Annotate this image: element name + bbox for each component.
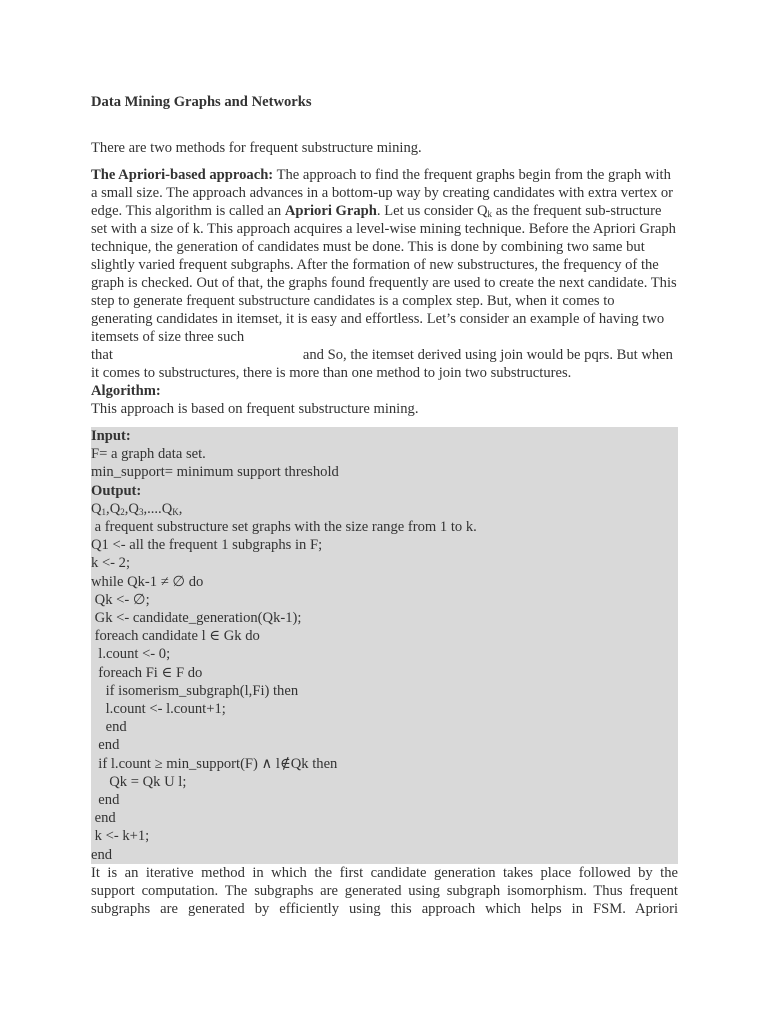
q-part: ,Q <box>106 500 121 517</box>
algorithm-intro: This approach is based on frequent substructure mining. <box>91 401 419 417</box>
q-subscript: K <box>172 506 179 517</box>
closing-line: subgraphs are generated by efficiently using this approach which helps in FSM. Apriori <box>91 900 678 917</box>
apriori-text-2: . Let us consider Q <box>376 203 488 219</box>
document-body <box>91 93 678 918</box>
code-line: l.count <- l.count+1; <box>91 701 226 718</box>
q-subscript: 1 <box>101 506 107 517</box>
closing-paragraph <box>91 864 678 918</box>
input-label: Input: <box>91 428 131 444</box>
code-line: end <box>91 792 120 809</box>
code-line: end <box>91 810 116 827</box>
code-line: l.count <- 0; <box>91 646 171 663</box>
code-line: if isomerism_subgraph(l,Fi) then <box>91 682 299 699</box>
code-line: end <box>91 719 127 736</box>
intro-paragraph: There are two methods for frequent substructure mining. <box>91 140 422 156</box>
code-line: Gk <- candidate_generation(Qk-1); <box>91 610 302 627</box>
code-line: Qk = Qk U l; <box>91 773 187 790</box>
input-line: F= a graph data set. <box>91 446 206 463</box>
code-line: end <box>91 737 120 754</box>
code-line: a frequent substructure set graphs with the size range from 1 to k. <box>91 519 477 536</box>
output-label: Output: <box>91 482 142 499</box>
apriori-label: The Apriori-based approach: <box>91 167 274 183</box>
input-line: min_support= minimum support threshold <box>91 464 339 481</box>
code-line: if l.count ≥ min_support(F) ∧ l∉Qk then <box>91 755 338 772</box>
code-lines <box>91 518 678 864</box>
join-text-start: that <box>91 347 113 363</box>
code-line: k <- 2; <box>91 555 131 572</box>
apriori-text-1: The approach to find the frequent graphs begin from the graph with a small size. The approach advances in a bottom-up way by creating candidates with extra vertex or edge. This algorithm is called an <box>91 167 674 219</box>
code-line: while Qk-1 ≠ ∅ do <box>91 573 204 590</box>
code-line: Qk <- ∅; <box>91 591 150 608</box>
apriori-text-3: as the frequent sub-structure set with a size of k. This approach acquires a level-wise mining technique. Before the Apriori Graph technique, the generation of candidates must be done. This is done by combining two same but slightly varied frequent subgraphs. After the formation of new substructures, the frequency of the graph is checked. Out of that, the graphs found frequently are used to create the next candidate. This step to generate frequent substructure candidates is a complex step. But, when it comes to generating candidates in itemset, it is easy and effortless. Let’s consider an example of having two itemsets of size three such <box>91 203 677 345</box>
closing-line: support computation. The subgraphs are generated using subgraph isomorphism. Thus frequent <box>91 882 678 899</box>
q-part: , <box>178 500 183 517</box>
algorithm-heading: Algorithm: <box>91 383 161 399</box>
document-title: Data Mining Graphs and Networks <box>91 94 312 110</box>
q-subscript: 3 <box>138 506 144 517</box>
apriori-subscript: k <box>487 209 493 219</box>
q-part: ,Q <box>124 500 139 517</box>
output-set-line <box>91 500 678 518</box>
code-line: Q1 <- all the frequent 1 subgraphs in F; <box>91 537 323 554</box>
code-line: foreach Fi ∈ F do <box>91 664 203 681</box>
join-paragraph <box>91 346 678 382</box>
q-subscript: 2 <box>120 506 125 517</box>
join-text-rest: and So, the itemset derived using join would be pqrs. But when it comes to substructures, there is more than one method to join two substructures. <box>91 347 673 381</box>
apriori-graph-term: Apriori Graph <box>284 203 377 219</box>
code-line: end <box>91 846 113 863</box>
closing-line: It is an iterative method in which the first candidate generation takes place followed by the <box>91 864 678 881</box>
code-line: k <- k+1; <box>91 828 150 845</box>
algorithm-code-block <box>91 427 678 864</box>
code-line: foreach candidate l ∈ Gk do <box>91 628 260 645</box>
q-part: ,....Q <box>143 500 173 517</box>
q-part: Q <box>91 500 102 517</box>
apriori-paragraph <box>91 166 678 346</box>
